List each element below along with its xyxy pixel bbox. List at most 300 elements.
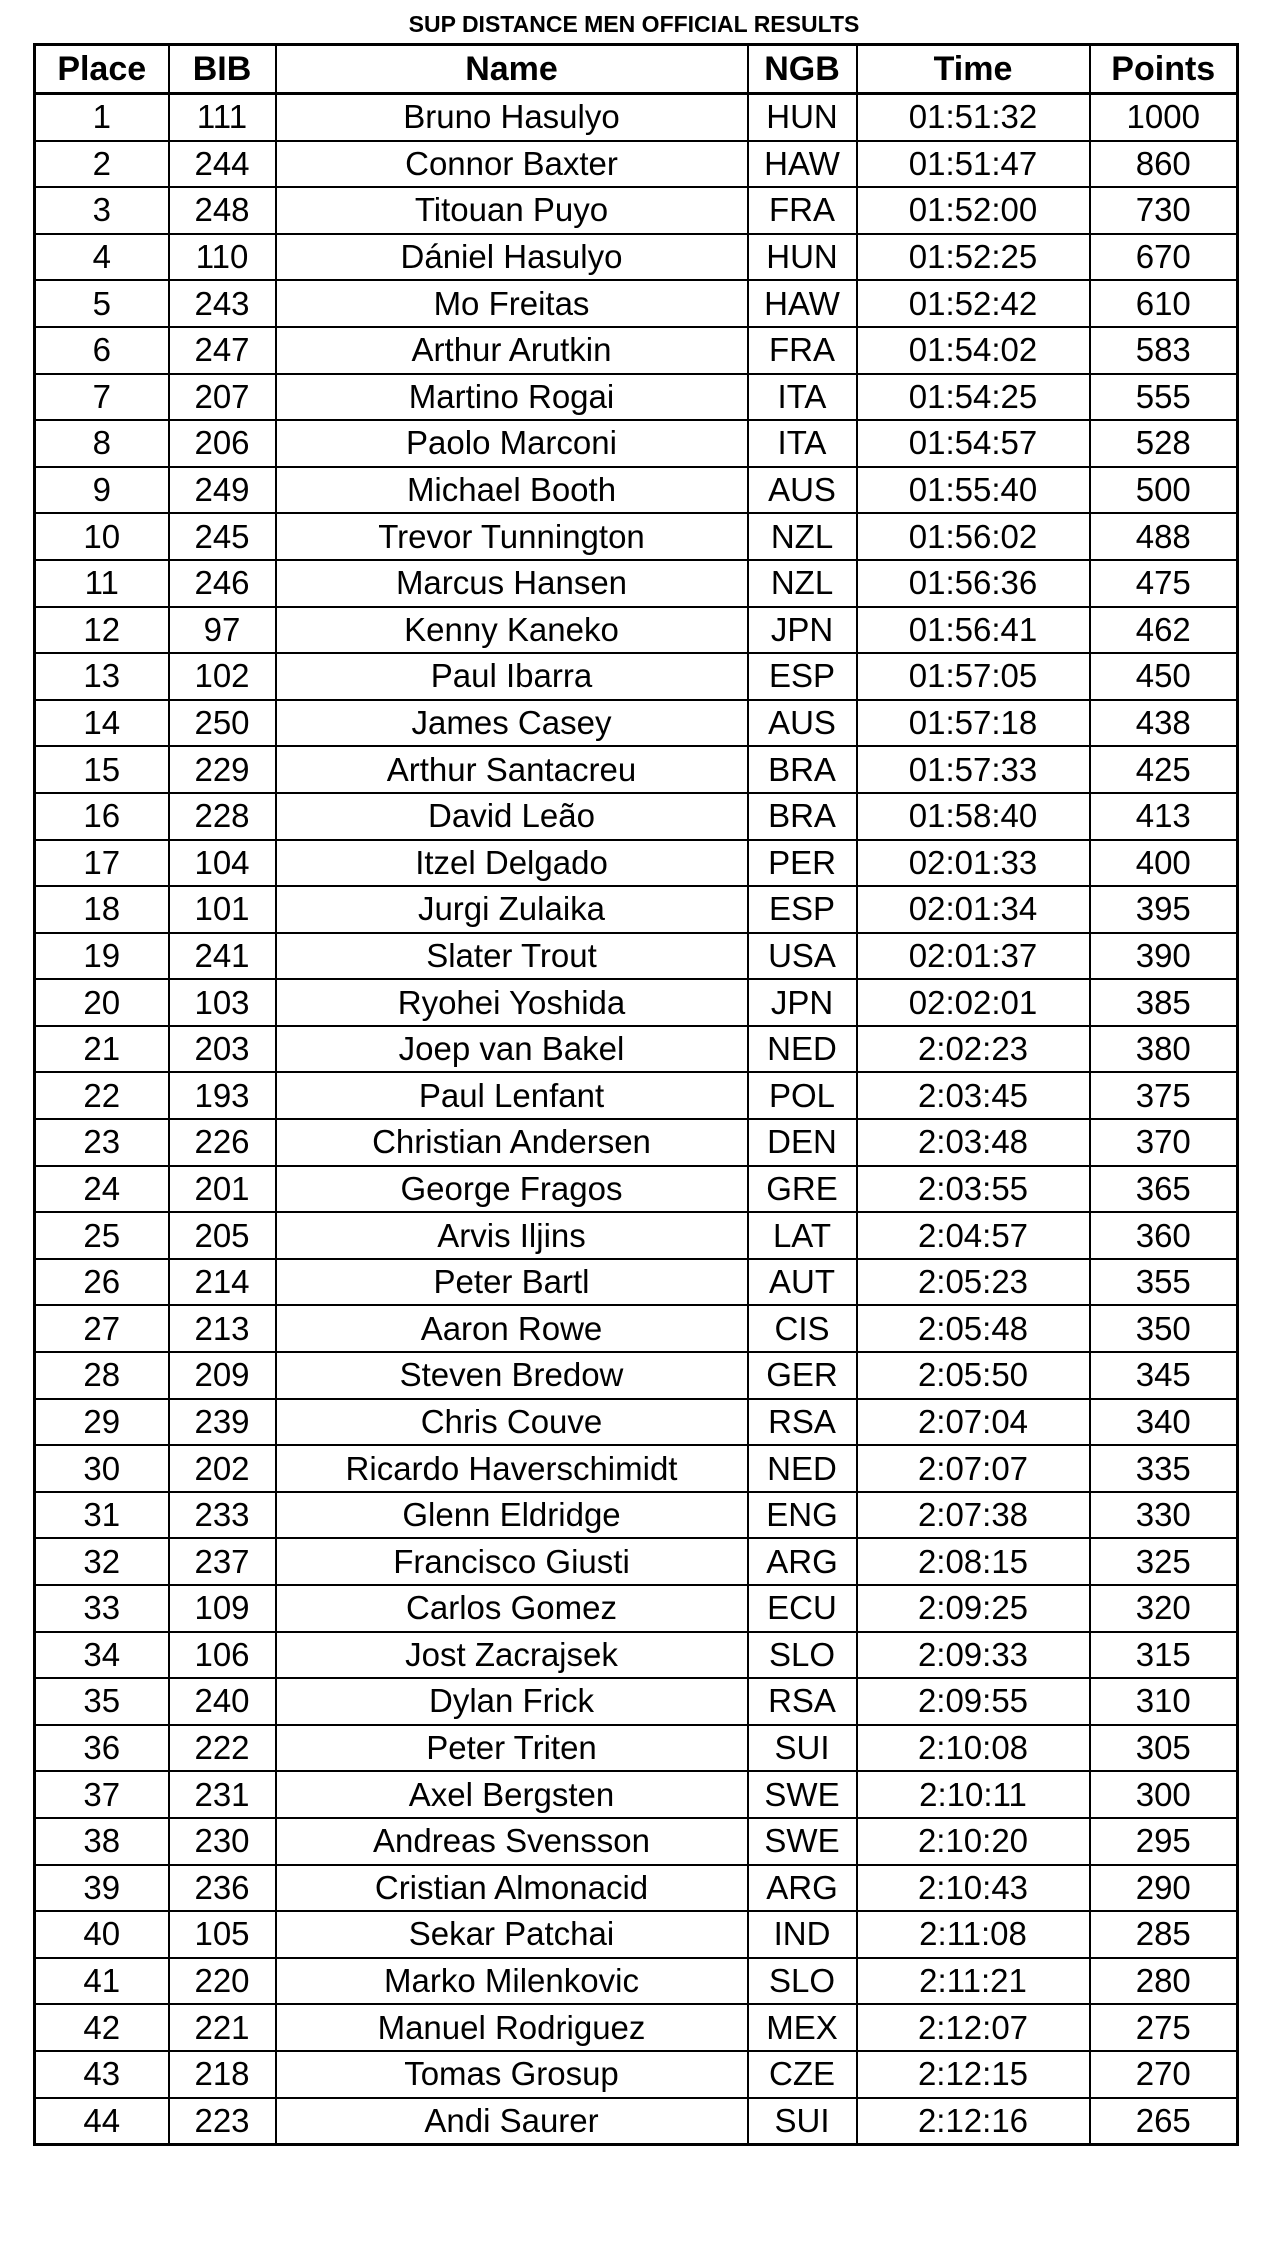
name-cell: Arthur Santacreu xyxy=(276,746,748,793)
name-cell: Sekar Patchai xyxy=(276,1911,748,1958)
ngb-cell: NED xyxy=(748,1445,857,1492)
points-cell: 670 xyxy=(1090,234,1238,281)
time-cell: 2:11:21 xyxy=(857,1958,1090,2005)
table-row xyxy=(35,933,1238,980)
points-cell: 610 xyxy=(1090,280,1238,327)
bib-cell: 218 xyxy=(169,2051,276,2098)
results-table-body xyxy=(35,94,1238,2145)
bib-cell: 228 xyxy=(169,793,276,840)
bib-cell: 205 xyxy=(169,1212,276,1259)
place-cell: 5 xyxy=(35,280,169,327)
table-row xyxy=(35,1259,1238,1306)
place-cell: 11 xyxy=(35,560,169,607)
time-cell: 2:03:48 xyxy=(857,1119,1090,1166)
ngb-cell: ARG xyxy=(748,1865,857,1912)
bib-cell: 109 xyxy=(169,1585,276,1632)
table-row xyxy=(35,187,1238,234)
ngb-cell: GER xyxy=(748,1352,857,1399)
ngb-cell: LAT xyxy=(748,1212,857,1259)
table-row xyxy=(35,653,1238,700)
place-cell: 8 xyxy=(35,420,169,467)
ngb-cell: BRA xyxy=(748,793,857,840)
table-row xyxy=(35,2098,1238,2145)
time-cell: 2:07:38 xyxy=(857,1492,1090,1539)
ngb-cell: FRA xyxy=(748,187,857,234)
points-cell: 295 xyxy=(1090,1818,1238,1865)
time-cell: 01:52:42 xyxy=(857,280,1090,327)
ngb-cell: NZL xyxy=(748,513,857,560)
time-cell: 01:55:40 xyxy=(857,467,1090,514)
table-row xyxy=(35,1445,1238,1492)
place-cell: 36 xyxy=(35,1725,169,1772)
place-cell: 17 xyxy=(35,840,169,887)
points-cell: 300 xyxy=(1090,1771,1238,1818)
bib-cell: 241 xyxy=(169,933,276,980)
points-cell: 305 xyxy=(1090,1725,1238,1772)
points-cell: 280 xyxy=(1090,1958,1238,2005)
ngb-cell: JPN xyxy=(748,607,857,654)
table-row xyxy=(35,1585,1238,1632)
points-cell: 413 xyxy=(1090,793,1238,840)
time-cell: 01:52:25 xyxy=(857,234,1090,281)
place-cell: 9 xyxy=(35,467,169,514)
column-header-points: Points xyxy=(1090,45,1238,94)
name-cell: Francisco Giusti xyxy=(276,1538,748,1585)
name-cell: Trevor Tunnington xyxy=(276,513,748,560)
bib-cell: 250 xyxy=(169,700,276,747)
name-cell: Marko Milenkovic xyxy=(276,1958,748,2005)
ngb-cell: ESP xyxy=(748,886,857,933)
time-cell: 01:51:47 xyxy=(857,141,1090,188)
bib-cell: 237 xyxy=(169,1538,276,1585)
name-cell: Bruno Hasulyo xyxy=(276,94,748,141)
ngb-cell: AUS xyxy=(748,700,857,747)
table-row xyxy=(35,1678,1238,1725)
table-row xyxy=(35,1958,1238,2005)
points-cell: 365 xyxy=(1090,1166,1238,1213)
bib-cell: 230 xyxy=(169,1818,276,1865)
place-cell: 38 xyxy=(35,1818,169,1865)
place-cell: 2 xyxy=(35,141,169,188)
name-cell: Kenny Kaneko xyxy=(276,607,748,654)
points-cell: 275 xyxy=(1090,2004,1238,2051)
points-cell: 325 xyxy=(1090,1538,1238,1585)
ngb-cell: FRA xyxy=(748,327,857,374)
place-cell: 23 xyxy=(35,1119,169,1166)
place-cell: 19 xyxy=(35,933,169,980)
table-row xyxy=(35,513,1238,560)
time-cell: 2:12:07 xyxy=(857,2004,1090,2051)
time-cell: 2:03:55 xyxy=(857,1166,1090,1213)
bib-cell: 193 xyxy=(169,1072,276,1119)
points-cell: 335 xyxy=(1090,1445,1238,1492)
place-cell: 24 xyxy=(35,1166,169,1213)
bib-cell: 207 xyxy=(169,374,276,421)
name-cell: Peter Triten xyxy=(276,1725,748,1772)
place-cell: 25 xyxy=(35,1212,169,1259)
table-row xyxy=(35,1818,1238,1865)
time-cell: 2:09:25 xyxy=(857,1585,1090,1632)
time-cell: 2:03:45 xyxy=(857,1072,1090,1119)
time-cell: 01:54:02 xyxy=(857,327,1090,374)
table-row xyxy=(35,467,1238,514)
points-cell: 345 xyxy=(1090,1352,1238,1399)
points-cell: 425 xyxy=(1090,746,1238,793)
place-cell: 21 xyxy=(35,1026,169,1073)
bib-cell: 105 xyxy=(169,1911,276,1958)
points-cell: 310 xyxy=(1090,1678,1238,1725)
name-cell: Connor Baxter xyxy=(276,141,748,188)
bib-cell: 203 xyxy=(169,1026,276,1073)
table-row xyxy=(35,1352,1238,1399)
points-cell: 395 xyxy=(1090,886,1238,933)
bib-cell: 226 xyxy=(169,1119,276,1166)
place-cell: 15 xyxy=(35,746,169,793)
results-table xyxy=(33,43,1239,2146)
time-cell: 2:10:11 xyxy=(857,1771,1090,1818)
name-cell: Mo Freitas xyxy=(276,280,748,327)
time-cell: 01:54:57 xyxy=(857,420,1090,467)
name-cell: Ryohei Yoshida xyxy=(276,979,748,1026)
time-cell: 2:09:33 xyxy=(857,1632,1090,1679)
bib-cell: 223 xyxy=(169,2098,276,2145)
time-cell: 01:56:02 xyxy=(857,513,1090,560)
table-row xyxy=(35,1212,1238,1259)
name-cell: Michael Booth xyxy=(276,467,748,514)
column-header-ngb: NGB xyxy=(748,45,857,94)
time-cell: 2:04:57 xyxy=(857,1212,1090,1259)
table-row xyxy=(35,793,1238,840)
name-cell: Manuel Rodriguez xyxy=(276,2004,748,2051)
time-cell: 2:05:48 xyxy=(857,1305,1090,1352)
place-cell: 28 xyxy=(35,1352,169,1399)
ngb-cell: POL xyxy=(748,1072,857,1119)
name-cell: Glenn Eldridge xyxy=(276,1492,748,1539)
time-cell: 01:54:25 xyxy=(857,374,1090,421)
bib-cell: 101 xyxy=(169,886,276,933)
name-cell: James Casey xyxy=(276,700,748,747)
points-cell: 500 xyxy=(1090,467,1238,514)
bib-cell: 231 xyxy=(169,1771,276,1818)
table-row xyxy=(35,1072,1238,1119)
ngb-cell: ECU xyxy=(748,1585,857,1632)
table-row xyxy=(35,141,1238,188)
place-cell: 3 xyxy=(35,187,169,234)
points-cell: 320 xyxy=(1090,1585,1238,1632)
ngb-cell: ITA xyxy=(748,374,857,421)
time-cell: 2:10:20 xyxy=(857,1818,1090,1865)
column-header-place: Place xyxy=(35,45,169,94)
ngb-cell: SLO xyxy=(748,1632,857,1679)
bib-cell: 104 xyxy=(169,840,276,887)
name-cell: Ricardo Haverschimidt xyxy=(276,1445,748,1492)
ngb-cell: JPN xyxy=(748,979,857,1026)
points-cell: 438 xyxy=(1090,700,1238,747)
place-cell: 30 xyxy=(35,1445,169,1492)
points-cell: 450 xyxy=(1090,653,1238,700)
ngb-cell: AUT xyxy=(748,1259,857,1306)
bib-cell: 248 xyxy=(169,187,276,234)
time-cell: 2:07:07 xyxy=(857,1445,1090,1492)
name-cell: Paul Ibarra xyxy=(276,653,748,700)
place-cell: 43 xyxy=(35,2051,169,2098)
place-cell: 20 xyxy=(35,979,169,1026)
time-cell: 01:57:18 xyxy=(857,700,1090,747)
ngb-cell: GRE xyxy=(748,1166,857,1213)
table-row xyxy=(35,1492,1238,1539)
bib-cell: 103 xyxy=(169,979,276,1026)
name-cell: Marcus Hansen xyxy=(276,560,748,607)
ngb-cell: ESP xyxy=(748,653,857,700)
name-cell: Dániel Hasulyo xyxy=(276,234,748,281)
page-title: SUP DISTANCE MEN OFFICIAL RESULTS xyxy=(408,11,860,37)
place-cell: 35 xyxy=(35,1678,169,1725)
table-row xyxy=(35,2051,1238,2098)
place-cell: 34 xyxy=(35,1632,169,1679)
place-cell: 6 xyxy=(35,327,169,374)
bib-cell: 244 xyxy=(169,141,276,188)
ngb-cell: SWE xyxy=(748,1818,857,1865)
ngb-cell: SWE xyxy=(748,1771,857,1818)
name-cell: Axel Bergsten xyxy=(276,1771,748,1818)
table-row xyxy=(35,1119,1238,1166)
time-cell: 01:51:32 xyxy=(857,94,1090,141)
column-header-name: Name xyxy=(276,45,748,94)
bib-cell: 97 xyxy=(169,607,276,654)
time-cell: 2:07:04 xyxy=(857,1399,1090,1446)
place-cell: 33 xyxy=(35,1585,169,1632)
bib-cell: 206 xyxy=(169,420,276,467)
table-row xyxy=(35,234,1238,281)
name-cell: Martino Rogai xyxy=(276,374,748,421)
time-cell: 2:05:50 xyxy=(857,1352,1090,1399)
ngb-cell: DEN xyxy=(748,1119,857,1166)
table-row xyxy=(35,1865,1238,1912)
ngb-cell: SUI xyxy=(748,1725,857,1772)
table-row xyxy=(35,560,1238,607)
table-row xyxy=(35,280,1238,327)
ngb-cell: MEX xyxy=(748,2004,857,2051)
bib-cell: 247 xyxy=(169,327,276,374)
points-cell: 385 xyxy=(1090,979,1238,1026)
time-cell: 01:52:00 xyxy=(857,187,1090,234)
points-cell: 340 xyxy=(1090,1399,1238,1446)
name-cell: Peter Bartl xyxy=(276,1259,748,1306)
ngb-cell: ENG xyxy=(748,1492,857,1539)
points-cell: 285 xyxy=(1090,1911,1238,1958)
time-cell: 02:01:34 xyxy=(857,886,1090,933)
bib-cell: 213 xyxy=(169,1305,276,1352)
place-cell: 26 xyxy=(35,1259,169,1306)
table-row xyxy=(35,1725,1238,1772)
name-cell: Aaron Rowe xyxy=(276,1305,748,1352)
bib-cell: 221 xyxy=(169,2004,276,2051)
bib-cell: 240 xyxy=(169,1678,276,1725)
points-cell: 390 xyxy=(1090,933,1238,980)
place-cell: 22 xyxy=(35,1072,169,1119)
table-row xyxy=(35,94,1238,141)
points-cell: 290 xyxy=(1090,1865,1238,1912)
points-cell: 265 xyxy=(1090,2098,1238,2145)
place-cell: 7 xyxy=(35,374,169,421)
bib-cell: 201 xyxy=(169,1166,276,1213)
bib-cell: 233 xyxy=(169,1492,276,1539)
points-cell: 475 xyxy=(1090,560,1238,607)
time-cell: 02:01:37 xyxy=(857,933,1090,980)
name-cell: Chris Couve xyxy=(276,1399,748,1446)
table-row xyxy=(35,1399,1238,1446)
name-cell: David Leão xyxy=(276,793,748,840)
table-row xyxy=(35,1026,1238,1073)
name-cell: Andi Saurer xyxy=(276,2098,748,2145)
ngb-cell: HAW xyxy=(748,280,857,327)
time-cell: 01:57:05 xyxy=(857,653,1090,700)
name-cell: Tomas Grosup xyxy=(276,2051,748,2098)
table-row xyxy=(35,327,1238,374)
time-cell: 2:05:23 xyxy=(857,1259,1090,1306)
table-row xyxy=(35,886,1238,933)
bib-cell: 111 xyxy=(169,94,276,141)
bib-cell: 239 xyxy=(169,1399,276,1446)
time-cell: 2:12:15 xyxy=(857,2051,1090,2098)
ngb-cell: HUN xyxy=(748,234,857,281)
place-cell: 13 xyxy=(35,653,169,700)
place-cell: 41 xyxy=(35,1958,169,2005)
name-cell: Joep van Bakel xyxy=(276,1026,748,1073)
points-cell: 488 xyxy=(1090,513,1238,560)
name-cell: Arthur Arutkin xyxy=(276,327,748,374)
table-row xyxy=(35,700,1238,747)
results-table-header xyxy=(35,45,1238,94)
ngb-cell: NED xyxy=(748,1026,857,1073)
bib-cell: 102 xyxy=(169,653,276,700)
column-header-bib: BIB xyxy=(169,45,276,94)
name-cell: Slater Trout xyxy=(276,933,748,980)
bib-cell: 202 xyxy=(169,1445,276,1492)
points-cell: 315 xyxy=(1090,1632,1238,1679)
time-cell: 2:10:43 xyxy=(857,1865,1090,1912)
ngb-cell: IND xyxy=(748,1911,857,1958)
ngb-cell: HUN xyxy=(748,94,857,141)
points-cell: 270 xyxy=(1090,2051,1238,2098)
name-cell: Paul Lenfant xyxy=(276,1072,748,1119)
points-cell: 350 xyxy=(1090,1305,1238,1352)
place-cell: 18 xyxy=(35,886,169,933)
points-cell: 400 xyxy=(1090,840,1238,887)
place-cell: 42 xyxy=(35,2004,169,2051)
name-cell: Arvis Iljins xyxy=(276,1212,748,1259)
table-row xyxy=(35,1166,1238,1213)
time-cell: 01:56:41 xyxy=(857,607,1090,654)
table-row xyxy=(35,1305,1238,1352)
table-row xyxy=(35,979,1238,1026)
name-cell: Jost Zacrajsek xyxy=(276,1632,748,1679)
ngb-cell: HAW xyxy=(748,141,857,188)
bib-cell: 220 xyxy=(169,1958,276,2005)
name-cell: Itzel Delgado xyxy=(276,840,748,887)
bib-cell: 243 xyxy=(169,280,276,327)
place-cell: 40 xyxy=(35,1911,169,1958)
points-cell: 860 xyxy=(1090,141,1238,188)
bib-cell: 110 xyxy=(169,234,276,281)
ngb-cell: BRA xyxy=(748,746,857,793)
time-cell: 01:56:36 xyxy=(857,560,1090,607)
bib-cell: 222 xyxy=(169,1725,276,1772)
header-row xyxy=(35,45,1238,94)
ngb-cell: PER xyxy=(748,840,857,887)
place-cell: 44 xyxy=(35,2098,169,2145)
time-cell: 02:01:33 xyxy=(857,840,1090,887)
bib-cell: 246 xyxy=(169,560,276,607)
name-cell: Steven Bredow xyxy=(276,1352,748,1399)
time-cell: 2:02:23 xyxy=(857,1026,1090,1073)
time-cell: 01:57:33 xyxy=(857,746,1090,793)
bib-cell: 214 xyxy=(169,1259,276,1306)
ngb-cell: USA xyxy=(748,933,857,980)
points-cell: 730 xyxy=(1090,187,1238,234)
time-cell: 2:10:08 xyxy=(857,1725,1090,1772)
points-cell: 462 xyxy=(1090,607,1238,654)
name-cell: Cristian Almonacid xyxy=(276,1865,748,1912)
table-row xyxy=(35,420,1238,467)
time-cell: 2:11:08 xyxy=(857,1911,1090,1958)
points-cell: 370 xyxy=(1090,1119,1238,1166)
name-cell: George Fragos xyxy=(276,1166,748,1213)
ngb-cell: NZL xyxy=(748,560,857,607)
time-cell: 02:02:01 xyxy=(857,979,1090,1026)
ngb-cell: CIS xyxy=(748,1305,857,1352)
place-cell: 16 xyxy=(35,793,169,840)
place-cell: 4 xyxy=(35,234,169,281)
ngb-cell: RSA xyxy=(748,1678,857,1725)
points-cell: 583 xyxy=(1090,327,1238,374)
table-row xyxy=(35,746,1238,793)
column-header-time: Time xyxy=(857,45,1090,94)
place-cell: 31 xyxy=(35,1492,169,1539)
table-row xyxy=(35,840,1238,887)
table-row xyxy=(35,1538,1238,1585)
bib-cell: 245 xyxy=(169,513,276,560)
table-row xyxy=(35,374,1238,421)
ngb-cell: SLO xyxy=(748,1958,857,2005)
table-row xyxy=(35,1911,1238,1958)
place-cell: 37 xyxy=(35,1771,169,1818)
bib-cell: 229 xyxy=(169,746,276,793)
ngb-cell: ITA xyxy=(748,420,857,467)
place-cell: 14 xyxy=(35,700,169,747)
name-cell: Carlos Gomez xyxy=(276,1585,748,1632)
bib-cell: 209 xyxy=(169,1352,276,1399)
name-cell: Paolo Marconi xyxy=(276,420,748,467)
place-cell: 1 xyxy=(35,94,169,141)
place-cell: 10 xyxy=(35,513,169,560)
name-cell: Dylan Frick xyxy=(276,1678,748,1725)
time-cell: 2:12:16 xyxy=(857,2098,1090,2145)
name-cell: Christian Andersen xyxy=(276,1119,748,1166)
points-cell: 375 xyxy=(1090,1072,1238,1119)
bib-cell: 106 xyxy=(169,1632,276,1679)
place-cell: 29 xyxy=(35,1399,169,1446)
points-cell: 355 xyxy=(1090,1259,1238,1306)
name-cell: Andreas Svensson xyxy=(276,1818,748,1865)
table-row xyxy=(35,1632,1238,1679)
points-cell: 360 xyxy=(1090,1212,1238,1259)
table-row xyxy=(35,2004,1238,2051)
table-row xyxy=(35,607,1238,654)
points-cell: 330 xyxy=(1090,1492,1238,1539)
points-cell: 1000 xyxy=(1090,94,1238,141)
name-cell: Titouan Puyo xyxy=(276,187,748,234)
